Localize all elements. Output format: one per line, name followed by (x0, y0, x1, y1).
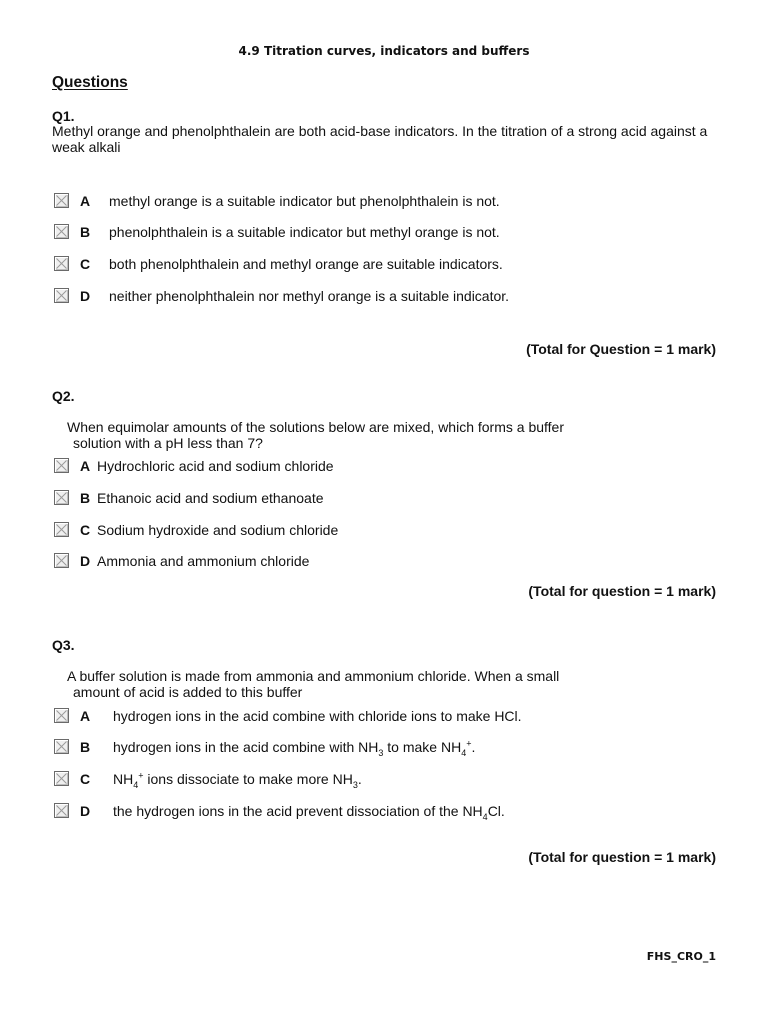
question-stem (67, 668, 707, 700)
answer-option-d[interactable] (54, 803, 714, 823)
option-letter: B (80, 224, 91, 240)
question-total-marks: (Total for question = 1 mark) (528, 583, 716, 599)
section-heading: Questions (52, 74, 128, 91)
question-number: Q2. (52, 388, 75, 404)
option-letter: C (80, 256, 91, 272)
question-number: Q3. (52, 637, 75, 653)
answer-option-c[interactable] (54, 522, 714, 542)
option-text-part: . (357, 771, 362, 787)
footer-code: FHS_CRO_1 (646, 950, 716, 963)
checkbox-icon[interactable] (54, 193, 69, 208)
question-stem-line: amount of acid is added to this buffer (73, 684, 303, 700)
subscript: 4 (482, 811, 488, 822)
option-text: Hydrochloric acid and sodium chloride (97, 458, 334, 474)
option-text: Ammonia and ammonium chloride (97, 553, 310, 569)
option-text-part: the hydrogen ions in the acid prevent dissociation of the NH (113, 803, 483, 819)
answer-option-a[interactable] (54, 458, 714, 478)
answer-option-b[interactable] (54, 490, 714, 510)
checkbox-icon[interactable] (54, 490, 69, 505)
answer-option-c[interactable] (54, 771, 714, 791)
question-stem (52, 123, 732, 155)
option-letter: A (80, 193, 91, 209)
option-text (113, 803, 505, 822)
option-letter: B (80, 490, 91, 506)
option-letter: C (80, 522, 91, 538)
subscript: 3 (352, 779, 358, 790)
subscript: 4 (133, 779, 139, 790)
subscript: 4 (461, 747, 467, 758)
answer-option-a[interactable] (54, 708, 714, 728)
answer-option-b[interactable] (54, 224, 714, 244)
option-text: Ethanoic acid and sodium ethanoate (97, 490, 324, 506)
option-text: phenolphthalein is a suitable indicator but methyl orange is not. (109, 224, 500, 240)
option-text: both phenolphthalein and methyl orange are suitable indicators. (109, 256, 503, 272)
checkbox-icon[interactable] (54, 458, 69, 473)
option-text: methyl orange is a suitable indicator but phenolphthalein is not. (109, 193, 500, 209)
answer-option-b[interactable] (54, 739, 714, 759)
checkbox-icon[interactable] (54, 256, 69, 271)
page-title: 4.9 Titration curves, indicators and buffers (238, 44, 530, 58)
option-letter: B (80, 739, 91, 755)
question-number: Q1. (52, 108, 75, 124)
option-letter: A (80, 708, 91, 724)
checkbox-icon[interactable] (54, 708, 69, 723)
option-text-part: Cl. (487, 803, 505, 819)
question-total-marks: (Total for Question = 1 mark) (526, 341, 716, 357)
answer-option-d[interactable] (54, 553, 714, 573)
option-letter: A (80, 458, 91, 474)
answer-option-a[interactable] (54, 193, 714, 213)
superscript: + (138, 770, 144, 781)
checkbox-icon[interactable] (54, 803, 69, 818)
checkbox-icon[interactable] (54, 739, 69, 754)
question-total-marks: (Total for question = 1 mark) (528, 849, 716, 865)
question-stem-line: solution with a pH less than 7? (73, 435, 263, 451)
checkbox-icon[interactable] (54, 522, 69, 537)
checkbox-icon[interactable] (54, 288, 69, 303)
option-letter: D (80, 553, 91, 569)
option-text-part: NH (113, 771, 134, 787)
question-stem (67, 419, 707, 451)
option-text-part: to make NH (383, 739, 462, 755)
question-stem-line: When equimolar amounts of the solutions below are mixed, which forms a buffer (67, 419, 564, 435)
option-text (113, 770, 362, 790)
question-stem-line: A buffer solution is made from ammonia and ammonium chloride. When a small (67, 668, 560, 684)
option-letter: C (80, 771, 91, 787)
option-text: neither phenolphthalein nor methyl orange is a suitable indicator. (109, 288, 510, 304)
option-text-part: . (471, 739, 476, 755)
checkbox-icon[interactable] (54, 224, 69, 239)
checkbox-icon[interactable] (54, 771, 69, 786)
option-text: Sodium hydroxide and sodium chloride (97, 522, 339, 538)
subscript: 3 (378, 747, 384, 758)
option-text (113, 738, 476, 758)
option-text-part: ions dissociate to make more NH (143, 771, 353, 787)
question-stem-line: Methyl orange and phenolphthalein are both acid-base indicators. In the titration of a strong acid against a (52, 123, 708, 139)
option-text-part: hydrogen ions in the acid combine with NH (113, 739, 379, 755)
checkbox-icon[interactable] (54, 553, 69, 568)
option-letter: D (80, 288, 91, 304)
answer-option-d[interactable] (54, 288, 714, 308)
answer-option-c[interactable] (54, 256, 714, 276)
option-text: hydrogen ions in the acid combine with chloride ions to make HCl. (113, 708, 522, 724)
option-letter: D (80, 803, 91, 819)
superscript: + (466, 738, 472, 749)
question-stem-line: weak alkali (52, 139, 121, 155)
